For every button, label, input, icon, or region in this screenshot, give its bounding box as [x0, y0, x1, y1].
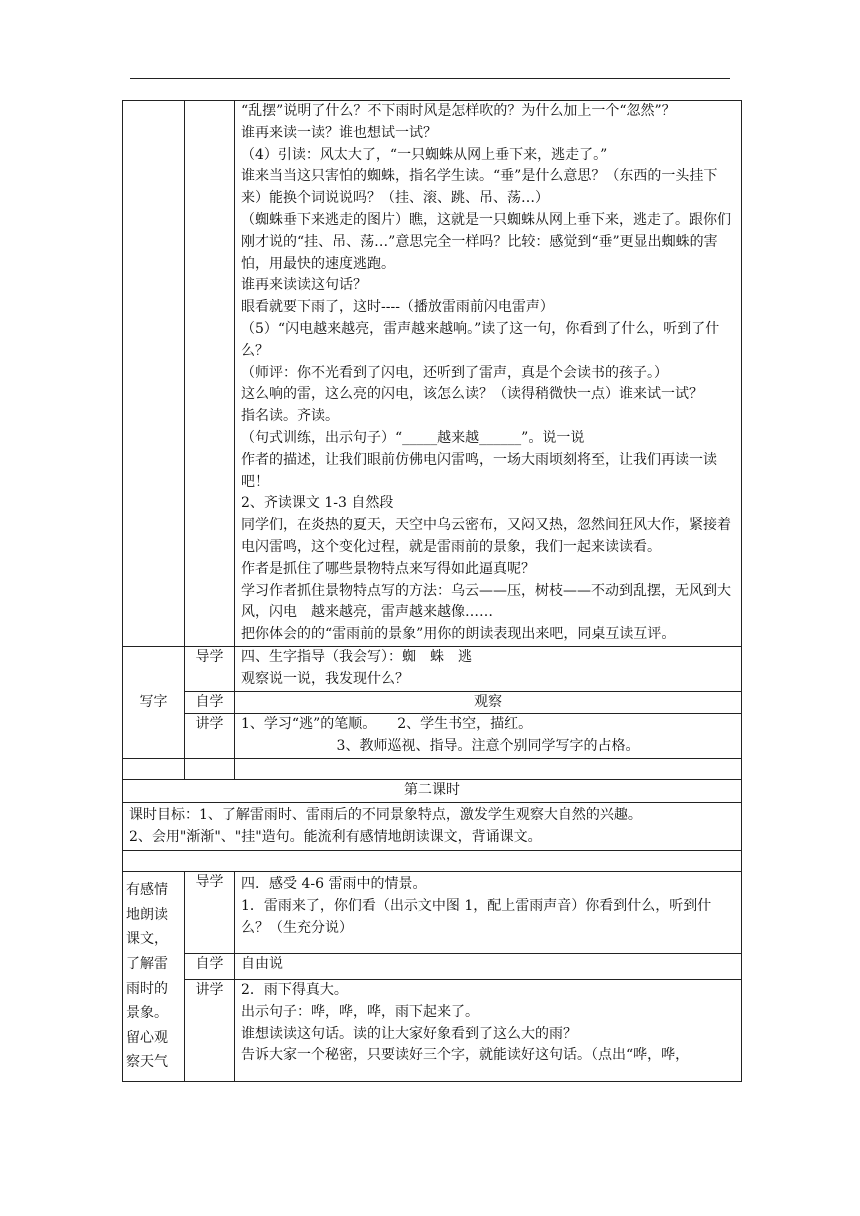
writing-daoxue-content	[235, 646, 742, 691]
lesson2-goal-row	[123, 802, 742, 851]
empty-row	[123, 851, 742, 872]
daoxue-label: 导学	[185, 646, 235, 691]
empty-cell	[123, 758, 185, 779]
content-line: “乱摆”说明了什么？不下雨时风是怎样吹的？为什么加上一个“忽然”？	[241, 103, 676, 119]
zixue-label: 自学	[185, 953, 235, 979]
writing-daoxue-row	[123, 646, 742, 691]
section1-content	[235, 101, 742, 647]
content-line: 学习作者抓住景物特点写的方法：乌云——压，树枝——不动到乱摆，无风到大风，闪电 越来越亮，雷声越来越像……	[241, 582, 731, 621]
jiangxue-label: 讲学	[185, 714, 235, 759]
content-line: 1、学习“逃”的笔顺。 2、学生书空，描红。	[241, 716, 533, 733]
content-line: 指名读。齐读。	[241, 408, 339, 425]
header-rule	[130, 78, 730, 79]
section2-zixue-row	[123, 953, 742, 979]
content-line: （句式训练，出示句子）“_____越来越______”。说一说	[241, 429, 585, 446]
content-line: 谁再来读读这句话？	[241, 277, 367, 294]
content-line: （4）引读：风太大了，“一只蜘蛛从网上垂下来，逃走了。”	[241, 146, 608, 163]
goal-line: 课时目标：1、了解雷雨时、雷雨后的不同景象特点，激发学生观察大自然的兴趣。	[129, 806, 642, 823]
section2-side-label: 有感情地朗读课文，了解雷雨时的景象。留心观察天气	[123, 872, 185, 1082]
content-line: 出示句子：哗，哗，哗，雨下起来了。	[241, 1003, 479, 1020]
writing-jiangxue-row	[123, 714, 742, 759]
section2-jiangxue-content	[235, 980, 742, 1082]
writing-jiangxue-content	[235, 714, 742, 759]
section2-zixue-content: 自由说	[235, 953, 742, 979]
writing-zixue-row	[123, 691, 742, 714]
content-line: 2．雨下得真大。	[241, 982, 348, 999]
lesson2-heading: 第二课时	[123, 779, 742, 802]
content-line: 1．雷雨来了，你们看（出示文中图 1，配上雷雨声音）你看到什么，听到什么？（生充分说）	[241, 898, 712, 936]
content-line: （师评：你不光看到了闪电，还听到了雷声，真是个会读书的孩子。）	[241, 364, 668, 381]
content-line: 观察说一说，我发现什么？	[241, 670, 409, 687]
section2-daoxue-row	[123, 872, 742, 953]
section1-type-cell	[185, 101, 235, 647]
writing-label: 写字	[123, 646, 185, 758]
content-line: 2、齐读课文 1-3 自然段	[241, 495, 394, 512]
content-line: 谁想读读这句话。读的让大家好象看到了这么大的雨？	[241, 1025, 577, 1042]
zixue-label: 自学	[185, 691, 235, 714]
jiangxue-label: 讲学	[185, 980, 235, 1082]
empty-cell	[235, 758, 742, 779]
lesson2-heading-row	[123, 779, 742, 802]
content-line: （5）“闪电越来越亮，雷声越来越响。”读了这一句，你看到了什么，听到了什么？	[241, 320, 720, 359]
daoxue-label: 导学	[185, 872, 235, 953]
content-line: 谁再来读一读？谁也想试一试？	[241, 124, 437, 141]
content-line: 谁来当当这只害怕的蜘蛛，指名学生读。“垂”是什么意思？（东西的一头挂下来）能换个词说说吗？（挂、滚、跳、吊、荡…）	[241, 168, 718, 207]
content-line: 眼看就要下雨了，这时----（播放雷雨前闪电雷声）	[241, 299, 554, 316]
lesson-plan-table	[122, 100, 742, 1082]
content-line: （蜘蛛垂下来逃走的图片）瞧，这就是一只蜘蛛从网上垂下来，逃走了。跟你们刚才说的“挂、吊、荡…”意思完全一样吗？比较：感觉到“垂”更显出蜘蛛的害怕，用最快的速度逃跑。	[241, 211, 731, 272]
content-line: 同学们，在炎热的夏天，天空中乌云密布，又闷又热，忽然间狂风大作，紧接着电闪雷鸣，这个变化过程，就是雷雨前的景象，我们一起来读读看。	[241, 517, 731, 555]
content-line: 作者的描述，让我们眼前仿佛电闪雷鸣，一场大雨顷刻将至，让我们再读一读吧！	[241, 451, 717, 490]
goal-line: 2、会用"渐渐"、"挂"造句。能流利有感情地朗读课文，背诵课文。	[129, 828, 542, 845]
content-line: 3、教师巡视、指导。注意个别同学写字的占格。	[336, 738, 640, 755]
content-line: 把你体会的的“雷雨前的景象”用你的朗读表现出来吧，同桌互读互评。	[241, 626, 676, 643]
content-line: 告诉大家一个秘密，只要读好三个字，就能读好这句话。（点出“哗，哗，	[241, 1047, 690, 1064]
content-line: 四．感受 4-6 雷雨中的情景。	[241, 876, 427, 893]
section1-side-cell	[123, 101, 185, 647]
content-line: 四、生字指导（我会写）：蜘 蛛 逃	[241, 648, 472, 665]
lesson2-goals	[123, 802, 742, 851]
empty-row	[123, 758, 742, 779]
empty-cell	[185, 758, 235, 779]
empty-cell	[123, 851, 742, 872]
section2-jiangxue-row	[123, 980, 742, 1082]
content-line: 作者是抓住了哪些景物特点来写得如此逼真呢？	[241, 560, 535, 577]
section2-daoxue-content	[235, 872, 742, 953]
writing-zixue-content: 观察	[235, 691, 742, 714]
content-line: 这么响的雷，这么亮的闪电，该怎么读？（读得稍微快一点）谁来试一试？	[241, 386, 703, 403]
section1-row	[123, 101, 742, 647]
